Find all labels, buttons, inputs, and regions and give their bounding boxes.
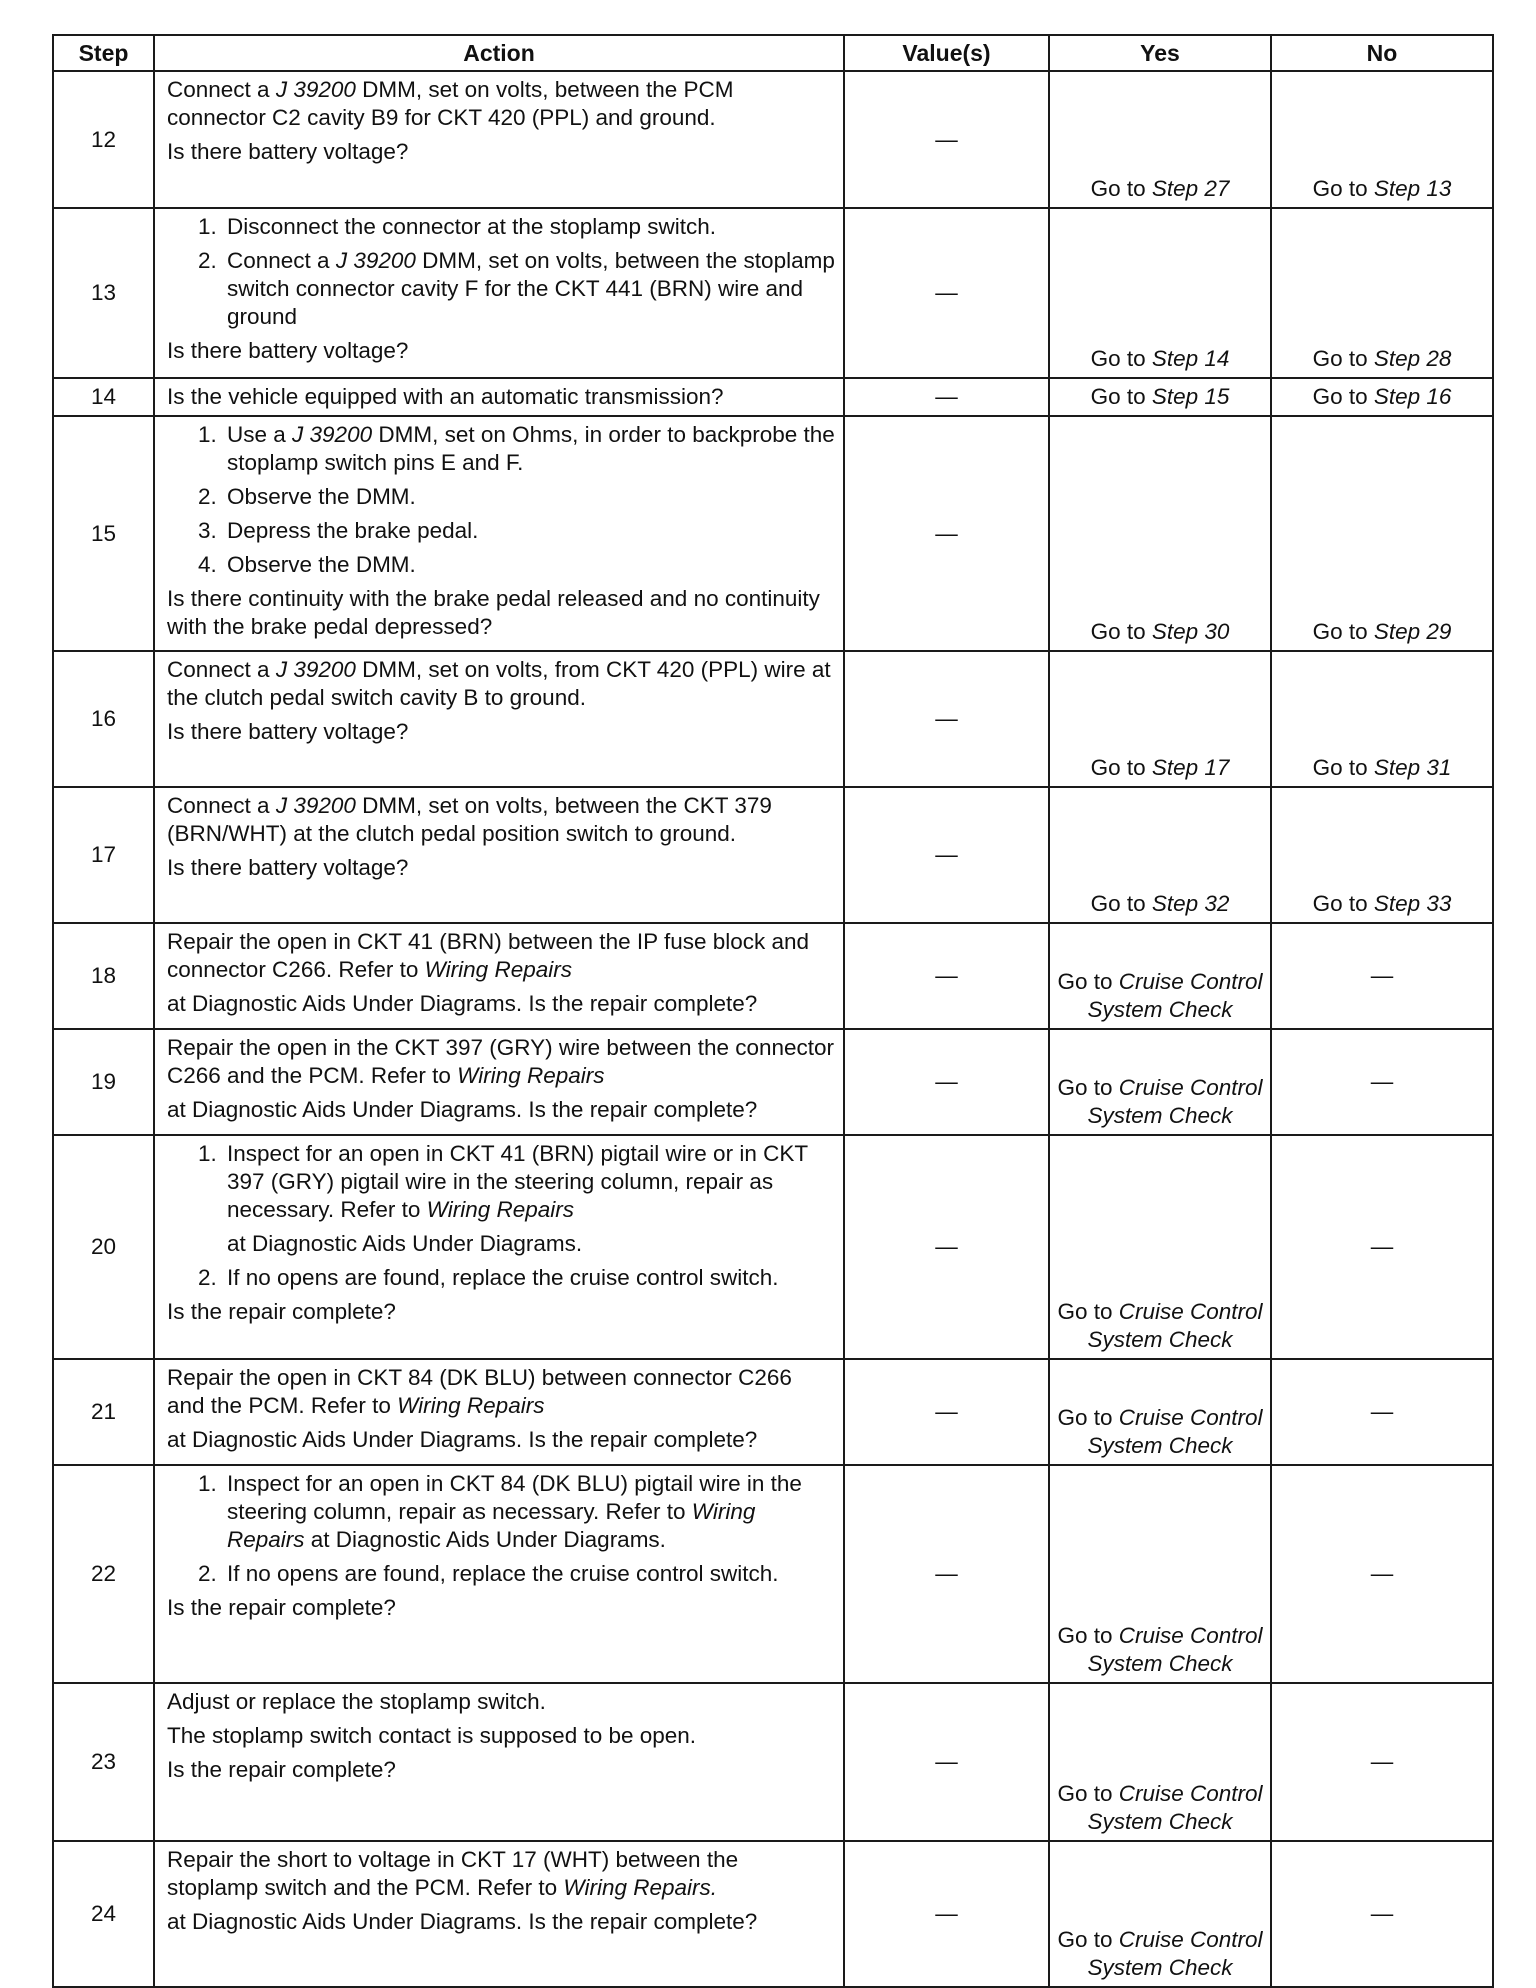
diagnostic-table xyxy=(52,34,1494,1988)
goto-text xyxy=(1054,345,1266,373)
goto-text xyxy=(1054,383,1266,411)
action-text: Connect a xyxy=(227,248,336,273)
no-cell: — xyxy=(1271,1135,1493,1359)
action-text: Connect a xyxy=(167,793,276,818)
action-step xyxy=(223,551,835,579)
yes-cell xyxy=(1049,923,1271,1029)
action-steps-list xyxy=(167,1140,835,1292)
action-step xyxy=(223,517,835,545)
action-paragraph xyxy=(167,1034,835,1090)
action-reference: J 39200 xyxy=(275,77,356,102)
action-text: DMM, set on volts, between the CKT 379 (BRN/WHT) at the clutch pedal position switch to ground. xyxy=(167,793,772,846)
action-text: Adjust or replace the stoplamp switch. xyxy=(167,1689,546,1714)
action-question: Is there battery voltage? xyxy=(167,719,409,744)
action-text: Inspect for an open in CKT 41 (BRN) pigtail wire or in CKT 397 (GRY) pigtail wire in the steering column, repair as necessary. Refer to xyxy=(227,1141,808,1222)
action-reference: Wiring Repairs. xyxy=(563,1875,718,1900)
action-reference: J 39200 xyxy=(292,422,373,447)
table-row xyxy=(53,1359,1493,1465)
action-cell xyxy=(154,208,844,378)
header-action: Action xyxy=(154,35,844,71)
step-number: 24 xyxy=(53,1841,154,1987)
header-no: No xyxy=(1271,35,1493,71)
no-cell: — xyxy=(1271,923,1493,1029)
goto-text xyxy=(1276,175,1488,203)
goto-prefix: Go to xyxy=(1312,755,1374,780)
action-paragraph xyxy=(167,1846,835,1902)
action-paragraph xyxy=(167,1688,835,1716)
step-number: 23 xyxy=(53,1683,154,1841)
goto-text xyxy=(1054,175,1266,203)
action-paragraph xyxy=(167,792,835,848)
yes-cell xyxy=(1049,378,1271,416)
goto-target: Step 29 xyxy=(1373,619,1452,644)
goto-target: Cruise Control System Check xyxy=(1087,1075,1263,1128)
yes-cell xyxy=(1049,787,1271,923)
goto-prefix: Go to xyxy=(1057,969,1119,994)
no-cell xyxy=(1271,416,1493,651)
yes-cell xyxy=(1049,1841,1271,1987)
value-cell: — xyxy=(844,787,1049,923)
action-cell xyxy=(154,651,844,787)
action-text: Repair the short to voltage in CKT 17 (WHT) between the stoplamp switch and the PCM. Refer to xyxy=(167,1847,739,1900)
no-cell xyxy=(1271,208,1493,378)
action-question: Is the repair complete? xyxy=(167,1299,396,1324)
value-cell: — xyxy=(844,1029,1049,1135)
header-values: Value(s) xyxy=(844,35,1049,71)
action-cell xyxy=(154,416,844,651)
action-text: DMM, set on volts, from CKT 420 (PPL) wire at the clutch pedal switch cavity B to ground. xyxy=(167,657,831,710)
action-reference: Wiring Repairs xyxy=(457,1063,605,1088)
goto-target: Cruise Control System Check xyxy=(1087,1781,1263,1834)
no-cell: — xyxy=(1271,1841,1493,1987)
action-question: Is the vehicle equipped with an automatic transmission? xyxy=(167,384,724,409)
action-text: DMM, set on Ohms, in order to backprobe the stoplamp switch pins E and F. xyxy=(227,422,835,475)
table-row xyxy=(53,1683,1493,1841)
no-cell xyxy=(1271,651,1493,787)
action-cell xyxy=(154,1359,844,1465)
table-row xyxy=(53,1841,1493,1987)
action-cell xyxy=(154,1683,844,1841)
goto-prefix: Go to xyxy=(1057,1623,1119,1648)
action-question: at Diagnostic Aids Under Diagrams. Is the repair complete? xyxy=(167,1097,758,1122)
table-body xyxy=(53,71,1493,1987)
action-text: DMM, set on volts, between the stoplamp switch connector cavity F for the CKT 441 (BRN) wire and ground xyxy=(227,248,835,329)
goto-prefix: Go to xyxy=(1090,384,1152,409)
goto-target: Cruise Control System Check xyxy=(1087,1405,1263,1458)
action-paragraph: The stoplamp switch contact is supposed to be open. xyxy=(167,1723,697,1748)
step-number: 22 xyxy=(53,1465,154,1683)
goto-prefix: Go to xyxy=(1312,346,1374,371)
goto-text xyxy=(1054,1622,1266,1678)
yes-cell xyxy=(1049,208,1271,378)
goto-prefix: Go to xyxy=(1090,755,1152,780)
action-text: Repair the open in the CKT 397 (GRY) wire between the connector C266 and the PCM. Refer to xyxy=(167,1035,835,1088)
action-text: Inspect for an open in CKT 84 (DK BLU) pigtail wire in the steering column, repair as necessary. Refer to xyxy=(227,1471,802,1524)
no-cell: — xyxy=(1271,1359,1493,1465)
no-cell: — xyxy=(1271,1683,1493,1841)
action-step xyxy=(223,1560,835,1588)
action-steps-list xyxy=(167,421,835,579)
action-text: Repair the open in CKT 41 (BRN) between the IP fuse block and connector C266. Refer to xyxy=(167,929,810,982)
value-cell: — xyxy=(844,1465,1049,1683)
goto-text xyxy=(1276,754,1488,782)
table-row xyxy=(53,923,1493,1029)
goto-target: Step 14 xyxy=(1151,346,1230,371)
action-text: DMM, set on volts, between the PCM connector C2 cavity B9 for CKT 420 (PPL) and ground. xyxy=(167,77,734,130)
goto-prefix: Go to xyxy=(1090,346,1152,371)
step-number: 20 xyxy=(53,1135,154,1359)
step-number: 15 xyxy=(53,416,154,651)
action-cell xyxy=(154,378,844,416)
goto-prefix: Go to xyxy=(1312,176,1374,201)
action-text: Repair the open in CKT 84 (DK BLU) between connector C266 and the PCM. Refer to xyxy=(167,1365,792,1418)
action-reference: Wiring Repairs xyxy=(227,1499,756,1552)
value-cell: — xyxy=(844,1135,1049,1359)
action-text: If no opens are found, replace the cruise control switch. xyxy=(227,1561,779,1586)
action-paragraph xyxy=(167,1364,835,1420)
action-reference: J 39200 xyxy=(275,793,356,818)
goto-text xyxy=(1054,618,1266,646)
action-text: If no opens are found, replace the cruise control switch. xyxy=(227,1265,779,1290)
no-cell xyxy=(1271,378,1493,416)
goto-target: Step 32 xyxy=(1151,891,1230,916)
goto-prefix: Go to xyxy=(1057,1405,1119,1430)
step-number: 21 xyxy=(53,1359,154,1465)
table-row xyxy=(53,1135,1493,1359)
yes-cell xyxy=(1049,1683,1271,1841)
action-step xyxy=(223,421,835,477)
goto-target: Step 33 xyxy=(1373,891,1452,916)
goto-text xyxy=(1054,1298,1266,1354)
goto-target: Cruise Control System Check xyxy=(1087,969,1263,1022)
goto-target: Step 15 xyxy=(1151,384,1230,409)
goto-prefix: Go to xyxy=(1057,1927,1119,1952)
step-number: 13 xyxy=(53,208,154,378)
yes-cell xyxy=(1049,1029,1271,1135)
action-text: Observe the DMM. xyxy=(227,484,416,509)
table-row xyxy=(53,787,1493,923)
table-row xyxy=(53,1029,1493,1135)
goto-text xyxy=(1276,383,1488,411)
action-step xyxy=(223,213,835,241)
goto-target: Cruise Control System Check xyxy=(1087,1927,1263,1980)
goto-text xyxy=(1276,345,1488,373)
action-cell xyxy=(154,1841,844,1987)
goto-prefix: Go to xyxy=(1312,384,1374,409)
action-step xyxy=(223,1140,835,1258)
goto-text xyxy=(1054,1926,1266,1982)
yes-cell xyxy=(1049,1359,1271,1465)
action-question: Is there continuity with the brake pedal released and no continuity with the brake pedal depressed? xyxy=(167,586,820,639)
goto-prefix: Go to xyxy=(1057,1299,1119,1324)
step-number: 17 xyxy=(53,787,154,923)
action-question: Is the repair complete? xyxy=(167,1595,396,1620)
goto-target: Cruise Control System Check xyxy=(1087,1623,1263,1676)
goto-target: Step 28 xyxy=(1373,346,1452,371)
goto-target: Cruise Control System Check xyxy=(1087,1299,1263,1352)
action-step xyxy=(223,1264,835,1292)
goto-prefix: Go to xyxy=(1090,176,1152,201)
action-step xyxy=(223,483,835,511)
table-row xyxy=(53,416,1493,651)
action-paragraph xyxy=(167,76,835,132)
action-question: Is there battery voltage? xyxy=(167,855,409,880)
action-cell xyxy=(154,1135,844,1359)
action-reference: Wiring Repairs xyxy=(397,1393,545,1418)
action-question: Is the repair complete? xyxy=(167,1757,396,1782)
action-step xyxy=(223,1470,835,1554)
action-cell xyxy=(154,923,844,1029)
no-cell: — xyxy=(1271,1465,1493,1683)
header-yes: Yes xyxy=(1049,35,1271,71)
goto-target: Step 16 xyxy=(1373,384,1452,409)
value-cell: — xyxy=(844,208,1049,378)
goto-text xyxy=(1276,618,1488,646)
value-cell: — xyxy=(844,71,1049,208)
action-question: at Diagnostic Aids Under Diagrams. Is the repair complete? xyxy=(167,1909,758,1934)
value-cell: — xyxy=(844,651,1049,787)
step-number: 12 xyxy=(53,71,154,208)
action-steps-list xyxy=(167,213,835,331)
action-text: Use a xyxy=(227,422,293,447)
goto-target: Step 13 xyxy=(1373,176,1452,201)
yes-cell xyxy=(1049,651,1271,787)
value-cell: — xyxy=(844,1359,1049,1465)
goto-text xyxy=(1054,968,1266,1024)
action-question: Is there battery voltage? xyxy=(167,338,409,363)
action-steps-list xyxy=(167,1470,835,1588)
yes-cell xyxy=(1049,416,1271,651)
action-reference: J 39200 xyxy=(275,657,356,682)
goto-text xyxy=(1054,1074,1266,1130)
goto-target: Step 27 xyxy=(1151,176,1230,201)
action-question: at Diagnostic Aids Under Diagrams. Is the repair complete? xyxy=(167,1427,758,1452)
goto-text xyxy=(1276,890,1488,918)
action-question: at Diagnostic Aids Under Diagrams. Is the repair complete? xyxy=(167,991,758,1016)
goto-prefix: Go to xyxy=(1057,1075,1119,1100)
goto-text xyxy=(1054,890,1266,918)
table-row xyxy=(53,71,1493,208)
goto-prefix: Go to xyxy=(1057,1781,1119,1806)
goto-target: Step 30 xyxy=(1151,619,1230,644)
yes-cell xyxy=(1049,71,1271,208)
goto-text xyxy=(1054,1404,1266,1460)
action-subtext: at Diagnostic Aids Under Diagrams. xyxy=(227,1231,583,1256)
action-text: Connect a xyxy=(167,657,276,682)
header-step: Step xyxy=(53,35,154,71)
no-cell xyxy=(1271,71,1493,208)
action-cell xyxy=(154,71,844,208)
step-number: 19 xyxy=(53,1029,154,1135)
table-row xyxy=(53,208,1493,378)
value-cell: — xyxy=(844,378,1049,416)
action-step xyxy=(223,247,835,331)
no-cell xyxy=(1271,787,1493,923)
table-row xyxy=(53,651,1493,787)
action-reference: Wiring Repairs xyxy=(426,1197,575,1222)
step-number: 18 xyxy=(53,923,154,1029)
action-text: Connect a xyxy=(167,77,276,102)
action-cell xyxy=(154,1465,844,1683)
action-cell xyxy=(154,1029,844,1135)
header-row xyxy=(53,35,1493,71)
action-text: Disconnect the connector at the stoplamp switch. xyxy=(227,214,717,239)
action-text: Observe the DMM. xyxy=(227,552,416,577)
step-number: 16 xyxy=(53,651,154,787)
action-paragraph xyxy=(167,656,835,712)
value-cell: — xyxy=(844,416,1049,651)
goto-prefix: Go to xyxy=(1312,619,1374,644)
yes-cell xyxy=(1049,1135,1271,1359)
action-text: at Diagnostic Aids Under Diagrams. xyxy=(304,1527,666,1552)
action-paragraph xyxy=(167,928,835,984)
no-cell: — xyxy=(1271,1029,1493,1135)
value-cell: — xyxy=(844,1841,1049,1987)
yes-cell xyxy=(1049,1465,1271,1683)
action-question: Is there battery voltage? xyxy=(167,139,409,164)
action-reference: Wiring Repairs xyxy=(424,957,572,982)
action-cell xyxy=(154,787,844,923)
goto-prefix: Go to xyxy=(1312,891,1374,916)
goto-text xyxy=(1054,1780,1266,1836)
value-cell: — xyxy=(844,1683,1049,1841)
value-cell: — xyxy=(844,923,1049,1029)
goto-target: Step 17 xyxy=(1151,755,1230,780)
table-row xyxy=(53,378,1493,416)
goto-target: Step 31 xyxy=(1373,755,1452,780)
action-text: Depress the brake pedal. xyxy=(227,518,479,543)
goto-prefix: Go to xyxy=(1090,619,1152,644)
step-number: 14 xyxy=(53,378,154,416)
table-row xyxy=(53,1465,1493,1683)
action-reference: J 39200 xyxy=(335,248,416,273)
goto-text xyxy=(1054,754,1266,782)
goto-prefix: Go to xyxy=(1090,891,1152,916)
